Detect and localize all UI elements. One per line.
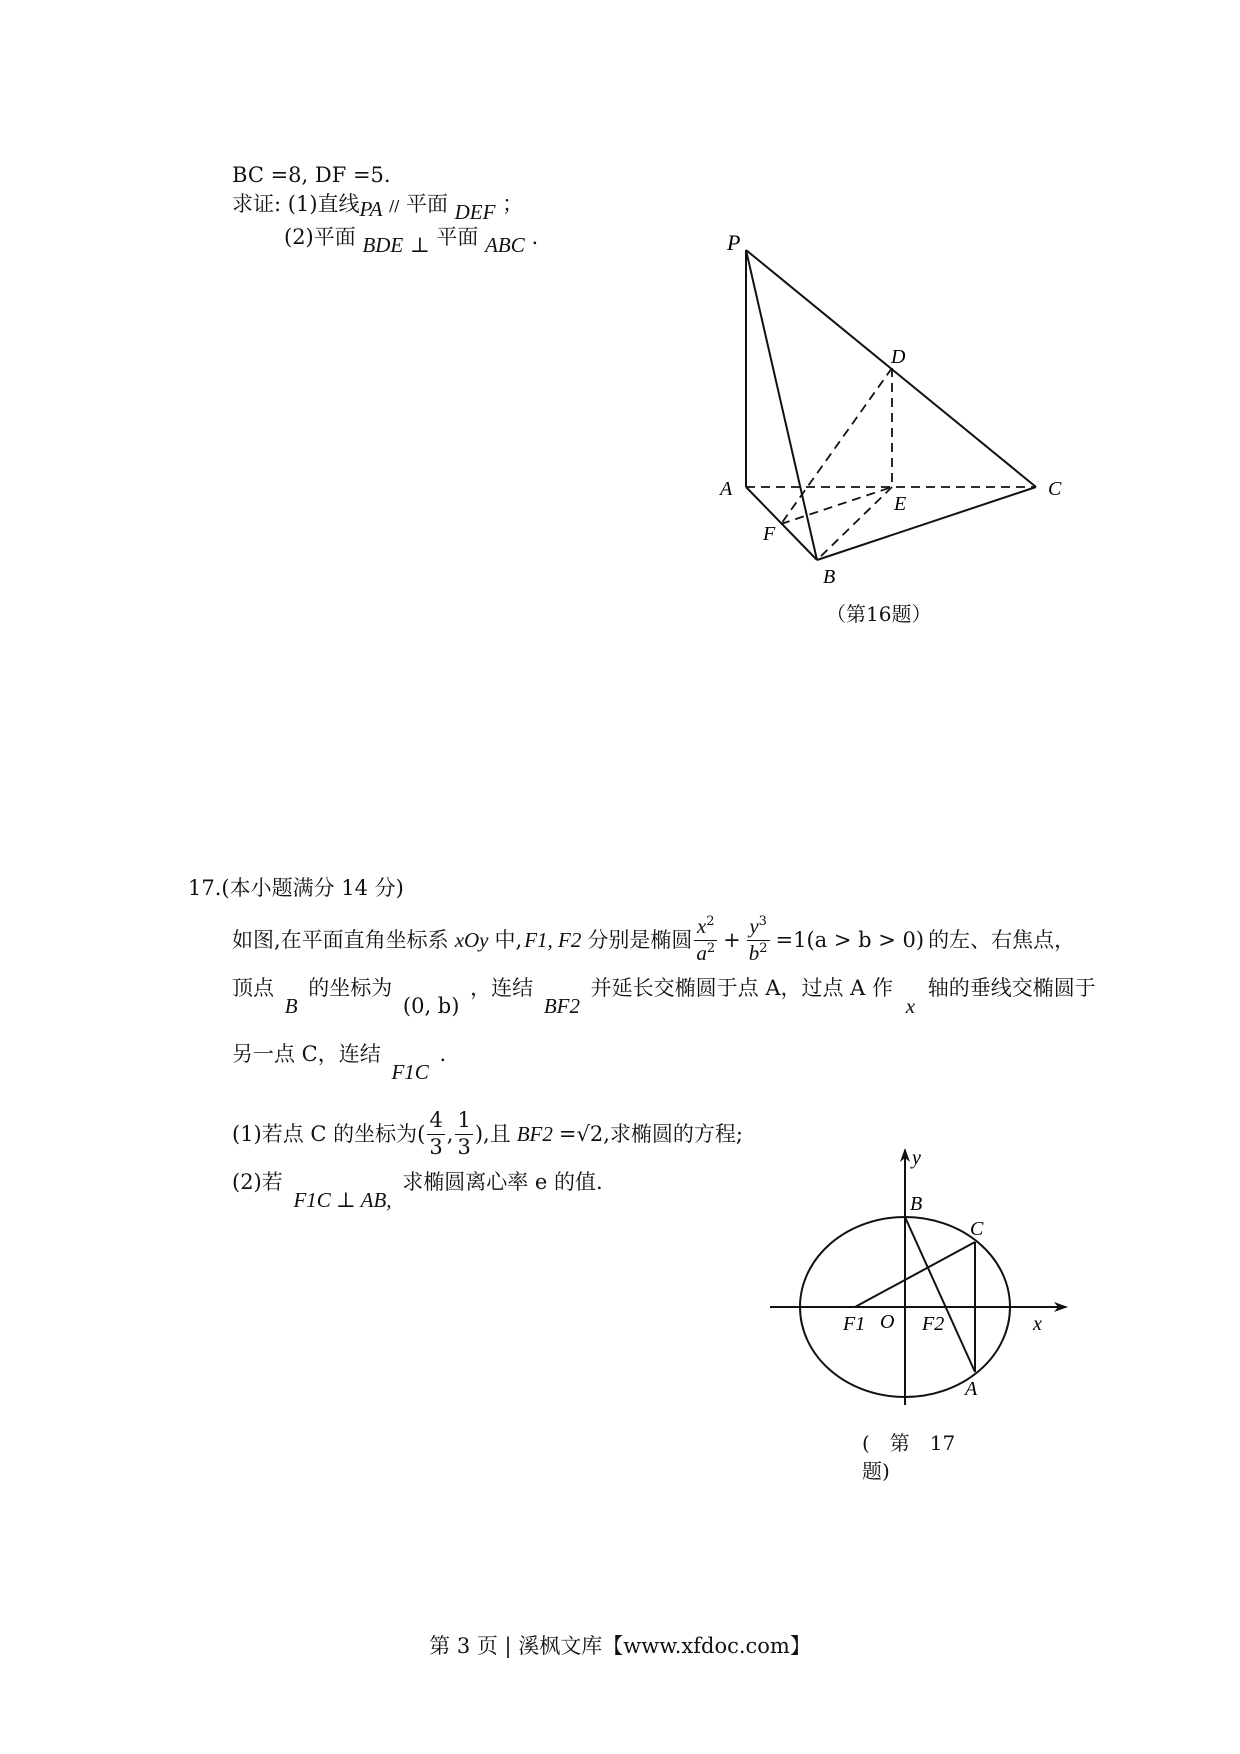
label-a: A [720, 478, 733, 500]
var-b-point: B [284, 994, 298, 1018]
parallel-symbol: // [389, 197, 400, 215]
line1-text-a: 如图,在平面直角坐标系 [232, 927, 449, 952]
part1-end: ； [502, 192, 524, 216]
eq-y: y [749, 914, 759, 939]
var-xoy: xOy [454, 927, 489, 952]
label-c: C [970, 1218, 984, 1240]
var-f1c: F1C [391, 1060, 429, 1084]
p1-text-b: ,且 [483, 1121, 511, 1146]
label-x: x [1033, 1313, 1042, 1335]
q17-header: 17.(本小题满分 14 分) [188, 876, 404, 900]
var-bf2: BF2 [543, 994, 580, 1018]
var-bde: BDE [362, 233, 404, 257]
line2-text-a: 顶点 [232, 976, 274, 1000]
var-bf2-p1: BF2 [516, 1121, 553, 1146]
label-a: A [965, 1378, 978, 1400]
part2-end: . [531, 225, 539, 249]
label-e: E [894, 493, 907, 515]
p1-open: ( [417, 1121, 426, 1146]
label-b: B [823, 566, 836, 588]
p1-comma: , [446, 1121, 454, 1146]
frac-den-3b: 3 [457, 1134, 471, 1159]
label-p: P [727, 230, 741, 255]
q17-line2 [232, 976, 1096, 1018]
p2-text-b: 求椭圆离心率 e 的值. [402, 1170, 603, 1194]
var-pa: PA [359, 197, 383, 221]
line2-text-d: 并延长交椭圆于点 A，过点 A 作 [590, 976, 894, 1000]
segment-f1c [855, 1242, 975, 1307]
line1-text-b: 中, [494, 927, 523, 952]
label-f1: F1 [843, 1313, 866, 1335]
eq-rhs: =1(a > b > 0) [775, 927, 925, 952]
eq-x: x [696, 914, 707, 939]
fraction-x2-a2 [694, 915, 717, 964]
line1-text-d: 的左、右焦点， [928, 927, 1076, 952]
line2-text-c: ，连结 [470, 976, 534, 1000]
fraction-y3-b2 [747, 915, 770, 964]
plane-word: 平面 [405, 192, 448, 216]
eq-b-exp: 2 [759, 940, 768, 956]
edge-pb [746, 250, 817, 560]
figure-17-ellipse [760, 1140, 1080, 1410]
q17-line3 [232, 1042, 447, 1084]
line2-text-e: 轴的垂线交椭圆于 [927, 976, 1096, 1000]
eq-a-exp: 2 [706, 940, 716, 956]
segment-df-dashed [781, 368, 892, 524]
figure-16-tetrahedron [700, 225, 1080, 595]
p1-text-a: (1)若点 C 的坐标为 [232, 1121, 418, 1146]
edge-bc [817, 487, 1036, 560]
q16-given: BC =8, DF =5. [232, 163, 391, 187]
label-f2: F2 [922, 1313, 945, 1335]
var-abc: ABC [485, 233, 525, 257]
plane-word-2: 平面 [436, 225, 479, 249]
q17-part2 [232, 1170, 603, 1212]
segment-fe-dashed [781, 487, 892, 524]
label-d: D [891, 346, 906, 368]
figure-17-caption-line2: 题) [862, 1459, 890, 1483]
part2-prefix: (2)平面 [284, 225, 356, 249]
var-x-axis: x [905, 994, 916, 1018]
line3-text-a: 另一点 C，连结 [232, 1042, 381, 1066]
segment-eb-dashed [817, 487, 892, 560]
fraction-4-3 [427, 1109, 444, 1158]
eq-b: b [748, 940, 760, 965]
eq-x-exp: 2 [706, 914, 715, 930]
label-o: O [880, 1311, 895, 1333]
frac-num-1: 1 [455, 1109, 472, 1134]
label-y: y [912, 1147, 921, 1169]
eq-y-exp: 3 [758, 914, 767, 930]
eq-plus: + [723, 927, 741, 952]
q17-line1 [232, 912, 1075, 968]
page-footer: 第 3 页 | 溪枫文库【www.xfdoc.com】 [429, 1634, 811, 1658]
part1-prefix: (1)直线 [287, 192, 360, 216]
p1-eq: =√2 [558, 1121, 604, 1146]
q17-part1 [232, 1108, 743, 1160]
var-f1c-perp-ab: F1C ⊥ AB, [293, 1188, 392, 1212]
figure-17-caption-line1: ( 第 17 [862, 1431, 956, 1455]
q16-part1 [232, 192, 524, 224]
var-foci: F1, F2 [524, 927, 582, 952]
var-def: DEF [454, 200, 496, 224]
segment-ba [905, 1217, 975, 1372]
p1-close: ) [474, 1121, 484, 1146]
line2-text-b: 的坐标为 [308, 976, 393, 1000]
label-f: F [763, 523, 776, 545]
prove-label: 求证: [232, 192, 282, 216]
label-b: B [910, 1193, 923, 1215]
fraction-1-3 [455, 1109, 472, 1158]
figure-16-caption: （第16题） [826, 602, 932, 626]
line1-text-c: 分别是椭圆 [587, 927, 693, 952]
label-c: C [1048, 478, 1062, 500]
eq-a: a [696, 940, 707, 965]
frac-den-3: 3 [429, 1134, 443, 1159]
coord-0b: (0, b) [402, 994, 460, 1018]
frac-num-4: 4 [427, 1109, 444, 1134]
p1-text-c: ,求椭圆的方程; [603, 1121, 743, 1146]
p2-text-a: (2)若 [232, 1170, 283, 1194]
line3-end: . [439, 1042, 447, 1066]
q16-part2 [284, 225, 539, 257]
perp-symbol: ⊥ [409, 233, 430, 257]
